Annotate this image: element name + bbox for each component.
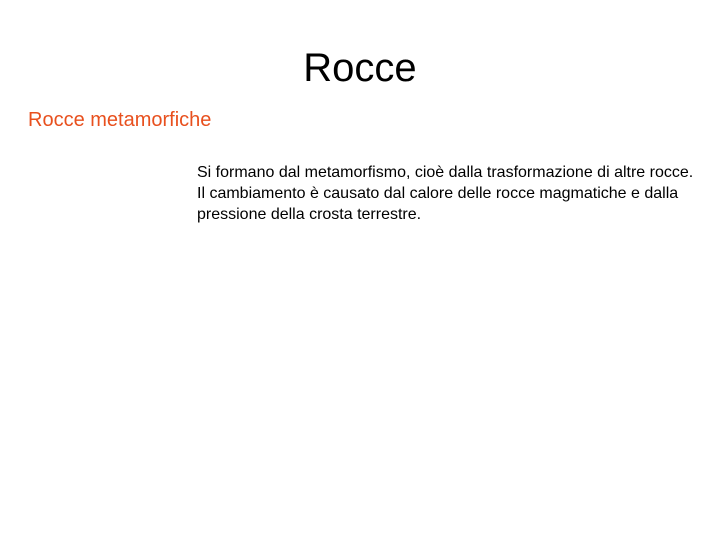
slide-subtitle: Rocce metamorfiche: [28, 109, 212, 131]
slide-body-text: Si formano dal metamorfismo, cioè dalla trasformazione di altre rocce. Il cambiamento è causato dal calore delle rocce magmatiche e dalla pressione della crosta terrestre.: [197, 164, 694, 223]
slide-title: Rocce: [303, 46, 417, 90]
